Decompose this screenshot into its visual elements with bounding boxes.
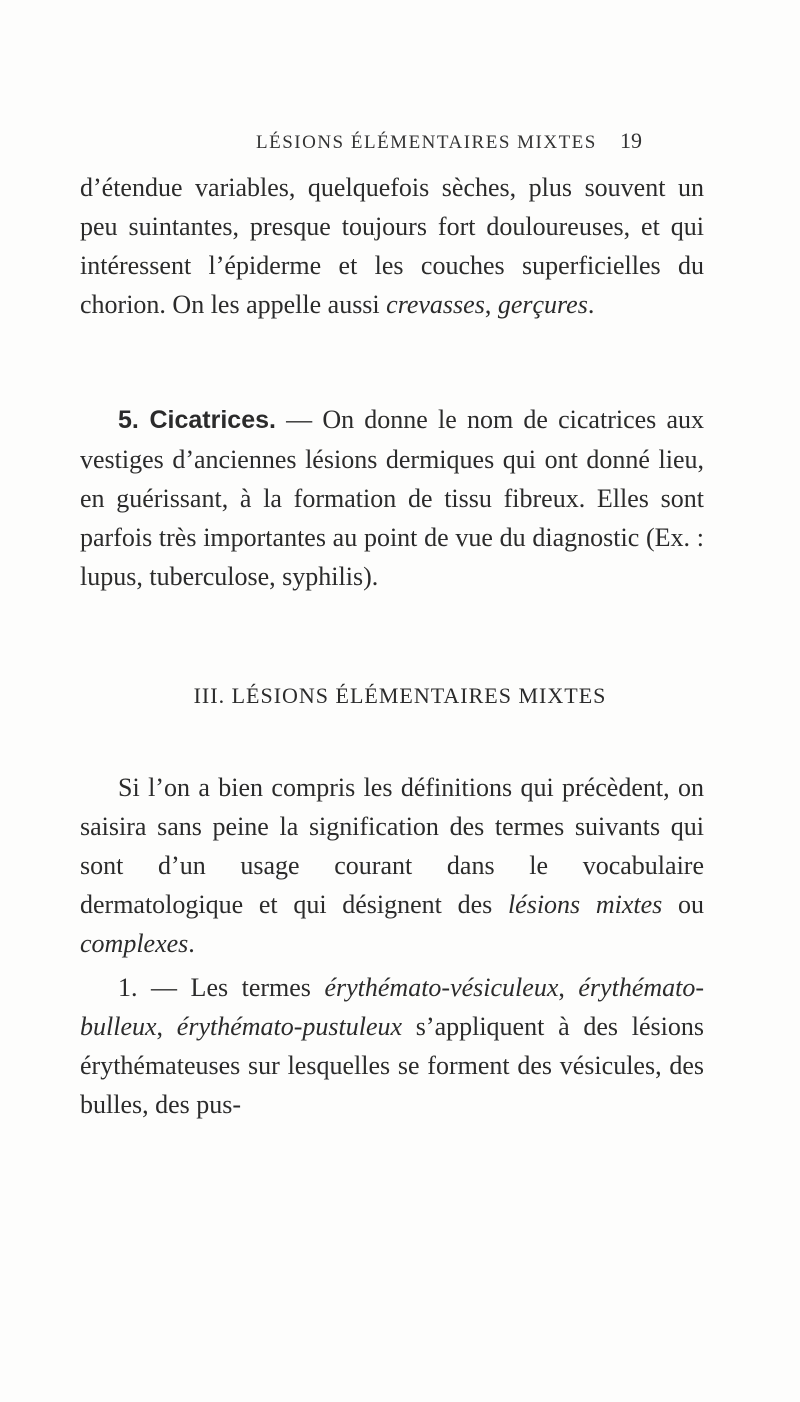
paragraph-text: d’étendue variables, quelquefois sèches, plus souvent un peu suintantes, presque toujours fort douloureuses, et qui intéressent l’épiderme et les couches superficielles du chorion. On les appelle aussi: [80, 173, 704, 319]
term-complexes: complexes: [80, 929, 189, 958]
paragraph-intro-mixtes: [80, 768, 704, 963]
term-erythemato-bulleux: érythémato-bulleux: [80, 973, 705, 1041]
entry-heading: 5. Cicatrices.: [118, 406, 276, 434]
running-title: LÉSIONS ÉLÉMENTAIRES MIXTES: [256, 132, 597, 153]
sentence-end: .: [188, 929, 195, 958]
paragraph-text: 1. — Les termes: [118, 973, 325, 1002]
separator: ,: [484, 290, 498, 319]
sentence-end: .: [587, 290, 595, 319]
term-lesions-mixtes: lésions mixtes: [507, 890, 663, 919]
paragraph-text: s’appliquent à des lésions érythémateuses sur lesquelles se forment des vésicules, des bulles, des pus-: [80, 1012, 704, 1119]
term-crevasses: crevasses: [386, 290, 485, 319]
page-number: 19: [620, 128, 642, 153]
section-heading: III. LÉSIONS ÉLÉMENTAIRES MIXTES: [193, 683, 607, 708]
conjunction: ou: [662, 890, 704, 919]
paragraph-text: Si l’on a bien compris les définitions qui précèdent, on saisira sans peine la signification des termes suivants qui sont d’un usage courant dans le vocabulaire dermatologique et qui désignent des: [80, 773, 704, 919]
paragraph-erythemato: [80, 968, 704, 1124]
separator: ,: [156, 1012, 177, 1041]
term-gercures: gerçures: [497, 290, 588, 319]
paragraph-crevasses: [80, 168, 704, 324]
paragraph-text: — On donne le nom de cicatrices aux vestiges d’anciennes lésions dermiques qui ont donné lieu, en guérissant, à la formation de tissu fibreux. Elles sont parfois très importantes au point de vue du diagnostic (Ex. : lupus, tuberculose, syphilis).: [80, 405, 704, 591]
term-erythemato-pustuleux: érythémato-pustuleux: [176, 1012, 403, 1041]
separator: ,: [558, 973, 579, 1002]
term-erythemato-vesiculeux: érythémato-vésiculeux: [324, 973, 559, 1002]
paragraph-cicatrices: [80, 400, 704, 596]
